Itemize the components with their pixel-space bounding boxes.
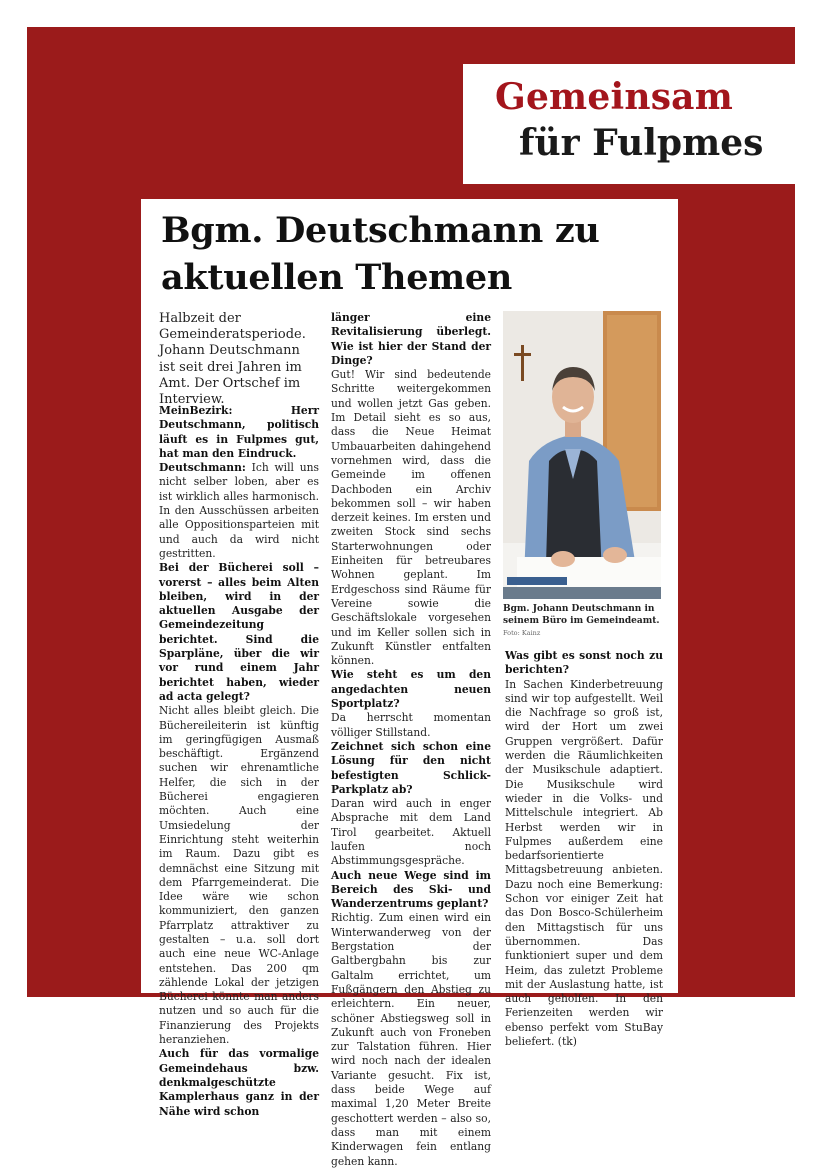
text-column-3 — [505, 649, 663, 1049]
question: Auch für das vormalige Gemeindehaus bzw. denkmalgeschützte Kamplerhaus ganz in der Nähe wird schon — [159, 1047, 319, 1118]
text-column-2 — [331, 311, 491, 1169]
question: Zeichnet sich schon eine Lösung für den nicht befestigten Schlick-Parkplatz ab? — [331, 739, 491, 796]
answer: Nicht alles bleibt gleich. Die Büchereileiterin ist künftig im geringfügigen Ausmaß beschäftigt. Ergänzend suchen wir ehrenamtliche Helfer, die sich in der Bücherei engagieren möchten. Auch eine Umsiedelung der Einrichtung steht weiterhin im Raum. Dazu gibt es demnächst eine Sitzung mit dem Pfarrgemeinderat. Die Idee wäre wie schon kommuniziert, den ganzen Pfarrplatz attraktiver zu gestalten – u.a. soll dort auch eine neue WC-Anlage entstehen. Das 200 qm zählende Lokal der jetzigen Bücherei könnte man anders nutzen und so auch für die Finanzierung des Projekts heranziehen. — [159, 704, 319, 1047]
answer: Deutschmann: Ich will uns nicht selber loben, aber es ist wirklich alles harmonisch. In den Ausschüssen arbeiten alle Oppositionsparteien mit und auch da wird nicht gestritten. — [159, 461, 319, 560]
text-column-1 — [159, 404, 319, 1119]
answer: Richtig. Zum einen wird ein Winterwanderweg von der Bergstation der Galtbergbahn bis zur Galtalm errichtet, um Fußgängern den Abstieg zu erleichtern. Ein neuer, schöner Abstiegsweg soll in Zukunft auch von Froneben zur Talstation führen. Hier wird noch nach der idealen Variante gesucht. Fix ist, dass beide Wege auf maximal 1,20 Meter Breite geschottert werden – also so, dass man mit einem Kinderwagen fein entlang gehen kann. — [331, 911, 491, 1168]
masthead-line-1: Gemeinsam — [495, 76, 733, 118]
answer: Daran wird auch in enger Absprache mit dem Land Tirol gearbeitet. Aktuell laufen noch Abstimmungsgespräche. — [331, 797, 491, 868]
photo-credit: Foto: Kainz — [503, 629, 541, 637]
headline: Bgm. Deutschmann zu aktuellen Themen — [161, 210, 600, 298]
question: Bei der Bücherei soll – vorerst – alles beim Alten bleiben, wird in der aktuellen Ausgabe der Gemeindezeitung berichtet. Sind die Sparpläne, über die wir vor rund einem Jahr berichtet haben, wieder ad acta gelegt? — [159, 561, 319, 703]
question: länger eine Revitalisierung überlegt. Wie ist hier der Stand der Dinge? — [331, 311, 491, 367]
masthead — [463, 64, 795, 184]
answer: Da herrscht momentan völliger Stillstand. — [331, 711, 491, 739]
photo-caption: Bgm. Johann Deutschmann in seinem Büro im Gemeindeamt. Foto: Kainz — [503, 604, 660, 637]
answer: Gut! Wir sind bedeutende Schritte weitergekommen und wollen jetzt Gas geben. Im Detail sieht es so aus, dass die Neue Heimat Umbauarbeiten dahingehend vornehmen wird, dass die Gemeinde im offenen Dachboden ein Archiv bekommen soll – wir haben derzeit keines. Im ersten und zweiten Stock sind sechs Starterwohnungen oder Einheiten für betreubares Wohnen geplant. Im Erdgeschoss sind Räume für Vereine sowie die Geschäftslokale vorgesehen und im Keller sollen sich in Zukunft Künstler entfalten können. — [331, 368, 491, 668]
question: MeinBezirk: Herr Deutschmann, politisch läuft es in Fulpmes gut, hat man den Eindruck. — [159, 404, 319, 460]
mayor-photo — [503, 311, 661, 599]
lead-paragraph: Halbzeit der Gemeinderatsperiode. Johann Deutschmann ist seit drei Jahren im Amt. Der Ortschef im Interview. — [159, 311, 306, 408]
photo-illustration — [503, 311, 661, 599]
question: Was gibt es sonst noch zu berichten? — [505, 649, 663, 677]
question: Auch neue Wege sind im Bereich des Ski- und Wanderzentrums geplant? — [331, 868, 491, 911]
article — [141, 199, 678, 1168]
masthead-line-2: für Fulpmes — [519, 122, 764, 164]
answer: In Sachen Kinderbetreuung sind wir top aufgestellt. Weil die Nachfrage so groß ist, wird der Hort um zwei Gruppen vergrößert. Dafür werden die Räumlichkeiten der Musikschule adaptiert. Die Musikschule wird wieder in die Volks- und Mittelschule integriert. Ab Herbst werden wir in Fulpmes außerdem eine bedarfsorientierte Mittagsbetreuung anbieten. Dazu noch eine Bemerkung: Schon vor einiger Zeit hat das Don Bosco-Schülerheim den Mittagstisch für uns übernommen. Das funktioniert super und dem Heim, das zuletzt Probleme mit der Auslastung hatte, ist auch geholfen. In den Ferienzeiten werden wir ebenso perfekt vom StuBay beliefert. (tk) — [505, 677, 663, 1049]
question: Wie steht es um den angedachten neuen Sportplatz? — [331, 668, 491, 711]
